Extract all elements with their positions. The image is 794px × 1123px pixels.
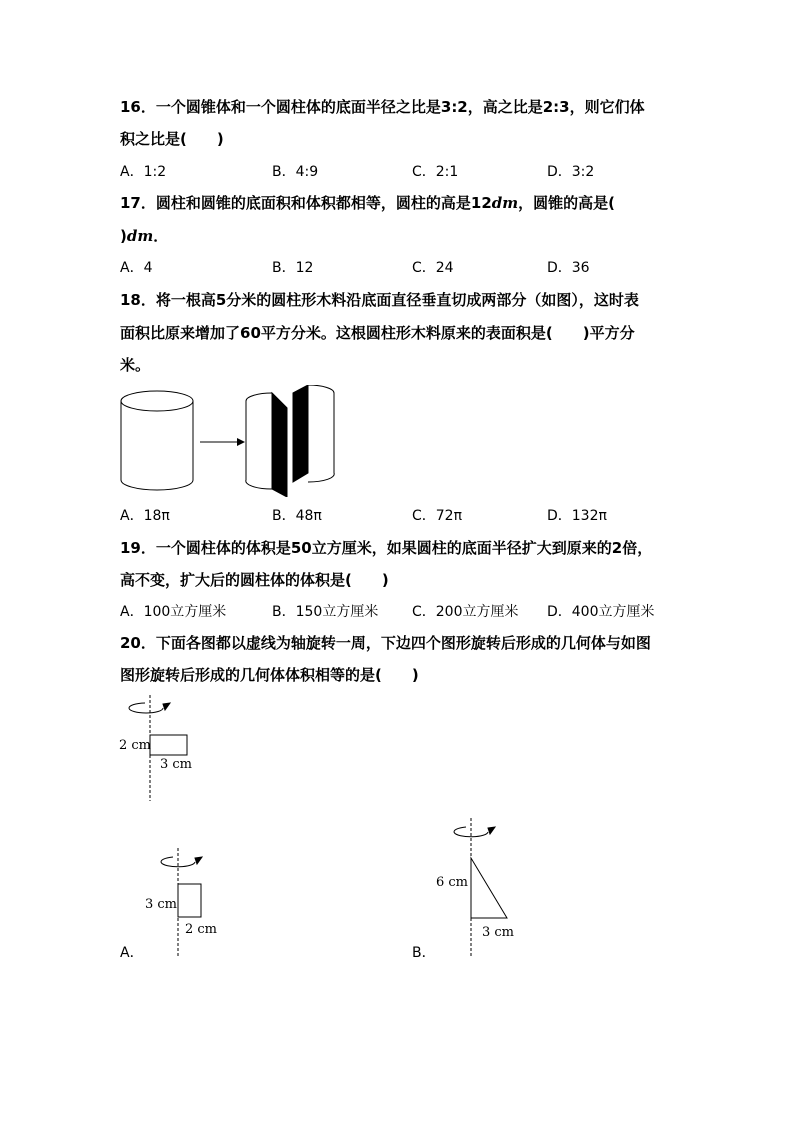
q19-option-c[interactable]: C．200立方厘米 — [412, 604, 519, 620]
q17-option-c[interactable]: C．24 — [412, 260, 454, 276]
q17-text-line2-part2: ． — [153, 227, 169, 245]
q19-option-d[interactable]: D．400立方厘米 — [547, 604, 655, 620]
q16-option-c[interactable]: C．2:1 — [412, 164, 459, 180]
left-half-cylinder-icon — [246, 393, 287, 497]
q20-a-height-label: 3 cm — [145, 897, 178, 912]
q18-option-c[interactable]: C．72π — [412, 508, 463, 524]
q17-option-b[interactable]: B．12 — [272, 260, 314, 276]
q16-option-a[interactable]: A．1:2 — [120, 164, 167, 180]
q20-option-a-letter[interactable]: A． — [120, 945, 144, 961]
q18-text-line2: 面积比原来增加了60平方分米。这根圆柱形木料原来的表面积是( )平方分 — [120, 324, 635, 342]
q17-text-line1-part2: ，圆锥的高是( — [518, 194, 615, 212]
right-arrow-icon — [200, 438, 245, 446]
q18-option-a[interactable]: A．18π — [120, 508, 170, 524]
q17-unit-dm-2: dm — [126, 227, 154, 245]
q20-main-width-label: 3 cm — [160, 757, 193, 772]
q16-text-line2: 积之比是( ) — [120, 130, 224, 148]
q20-b-width-label: 3 cm — [482, 925, 515, 940]
q18-cylinder-figure — [115, 385, 340, 497]
q17-unit-dm: dm — [491, 194, 519, 212]
q19-text-line2: 高不变，扩大后的圆柱体的体积是( ) — [120, 571, 389, 589]
q18-text-line1: 18．将一根高5分米的圆柱形木料沿底面直径垂直切成两部分（如图），这时表 — [120, 291, 639, 309]
rotation-arrow-icon — [161, 857, 202, 867]
rectangle-shape — [178, 884, 201, 917]
rotation-arrow-icon — [454, 827, 495, 837]
right-triangle-shape — [471, 858, 507, 918]
q20-a-width-label: 2 cm — [185, 922, 218, 937]
q16-option-b[interactable]: B．4:9 — [272, 164, 319, 180]
q20-option-b-letter[interactable]: B． — [412, 945, 436, 961]
q18-option-b[interactable]: B．48π — [272, 508, 322, 524]
rectangle-shape — [150, 735, 187, 755]
whole-cylinder-icon — [121, 391, 193, 490]
q19-text-line1: 19．一个圆柱体的体积是50立方厘米，如果圆柱的底面半径扩大到原来的2倍， — [120, 539, 653, 557]
q18-text-line3: 米。 — [120, 356, 151, 374]
q17-text-line1 — [120, 193, 615, 213]
right-half-cylinder-icon — [293, 385, 334, 482]
q17-text-line2 — [120, 226, 168, 246]
q17-text-line1-part1: 17．圆柱和圆锥的底面积和体积都相等，圆柱的高是12 — [120, 194, 492, 212]
q17-option-a[interactable]: A．4 — [120, 260, 153, 276]
q17-text-line2-part1: ) — [120, 227, 127, 245]
q19-option-a[interactable]: A．100立方厘米 — [120, 604, 227, 620]
q20-text-line1: 20．下面各图都以虚线为轴旋转一周，下边四个图形旋转后形成的几何体与如图 — [120, 634, 651, 652]
q18-option-d[interactable]: D．132π — [547, 508, 607, 524]
q20-main-height-label: 2 cm — [119, 738, 152, 753]
q16-text-line1: 16．一个圆锥体和一个圆柱体的底面半径之比是3:2，高之比是2:3，则它们体 — [120, 98, 645, 116]
q17-option-d[interactable]: D．36 — [547, 260, 590, 276]
q16-option-d[interactable]: D．3:2 — [547, 164, 595, 180]
q20-text-line2: 图形旋转后形成的几何体体积相等的是( ) — [120, 666, 419, 684]
q20-b-height-label: 6 cm — [436, 875, 469, 890]
q19-option-b[interactable]: B．150立方厘米 — [272, 604, 379, 620]
